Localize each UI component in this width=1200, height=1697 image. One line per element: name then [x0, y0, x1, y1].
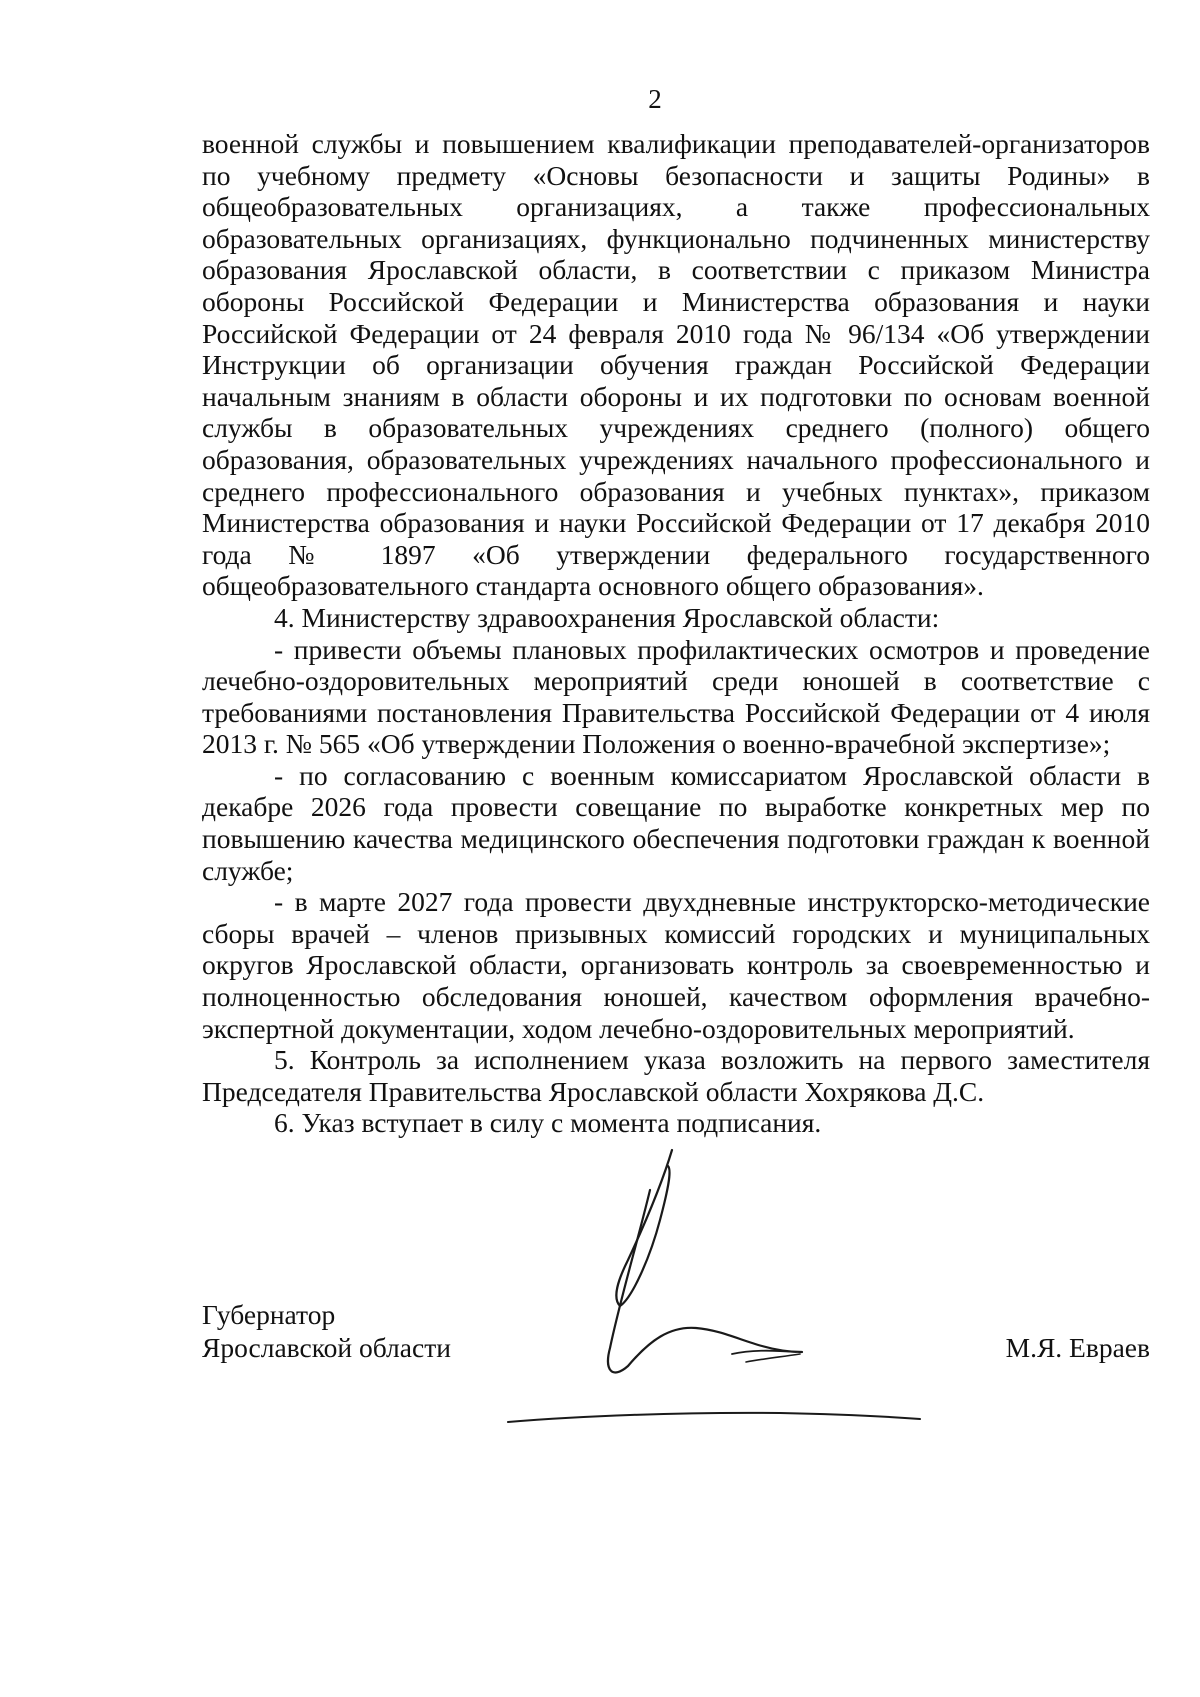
position-title: Губернатор [202, 1299, 336, 1330]
document-body [202, 128, 1150, 1139]
page-number: 2 [648, 84, 662, 114]
paragraph-item-5: 5. Контроль за исполнением указа возложить на первого заместителя Председателя Правительства Ярославской области Хохрякова Д.С. [202, 1044, 1150, 1107]
paragraph-dash-1: - привести объемы плановых профилактических осмотров и проведение лечебно-оздоровительных мероприятий среди юношей в соответствие с требованиями постановления Правительства Российской Федерации от 4 июля 2013 г. № 565 «Об утверждении Положения о военно-врачебной экспертизе»; [202, 633, 1150, 760]
position-region: Ярославской области [202, 1332, 451, 1363]
handwritten-signature [500, 1130, 940, 1430]
signature-block [202, 1298, 1150, 1378]
paragraph-continuation: военной службы и повышением квалификации преподавателей-организаторов по учебному предмету «Основы безопасности и защиты Родины» в общеобразовательных организациях, а также профессиональных образовательных организациях, функционально подчиненных министерству образования Ярославской области, в соответствии с приказом Министра обороны Российской Федерации и Министерства образования и науки Российской Федерации от 24 февраля 2010 года № 96/134 «Об утверждении Инструкции об организации обучения граждан Российской Федерации начальным знаниям в области обороны и их подготовки по основам военной службы в образовательных учреждениях среднего (полного) общего образования, образовательных учреждениях начального профессионального и среднего профессионального образования и учебных пунктах», приказом Министерства образования и науки Российской Федерации от 17 декабря 2010 года № 1897 «Об утверждении федерального государственного общеобразовательного стандарта основного общего образования». [202, 128, 1150, 602]
paragraph-dash-3: - в марте 2027 года провести двухдневные инструкторско-методические сборы врачей – членов призывных комиссий городских и муниципальных округов Ярославской области, организовать контроль за своевременностью и полноценностью обследования юношей, качеством оформления врачебно-экспертной документации, ходом лечебно-оздоровительных мероприятий. [202, 886, 1150, 1044]
paragraph-item-6: 6. Указ вступает в силу с момента подписания. [274, 1107, 822, 1139]
paragraph-item-4: 4. Министерству здравоохранения Ярославской области: [274, 601, 940, 633]
signatory-name: М.Я. Евраев [1005, 1332, 1150, 1363]
signatory-position [202, 1298, 451, 1364]
paragraph-dash-2: - по согласованию с военным комиссариатом Ярославской области в декабре 2026 года провести совещание по выработке конкретных мер по повышению качества медицинского обеспечения подготовки граждан к военной службе; [202, 759, 1150, 886]
